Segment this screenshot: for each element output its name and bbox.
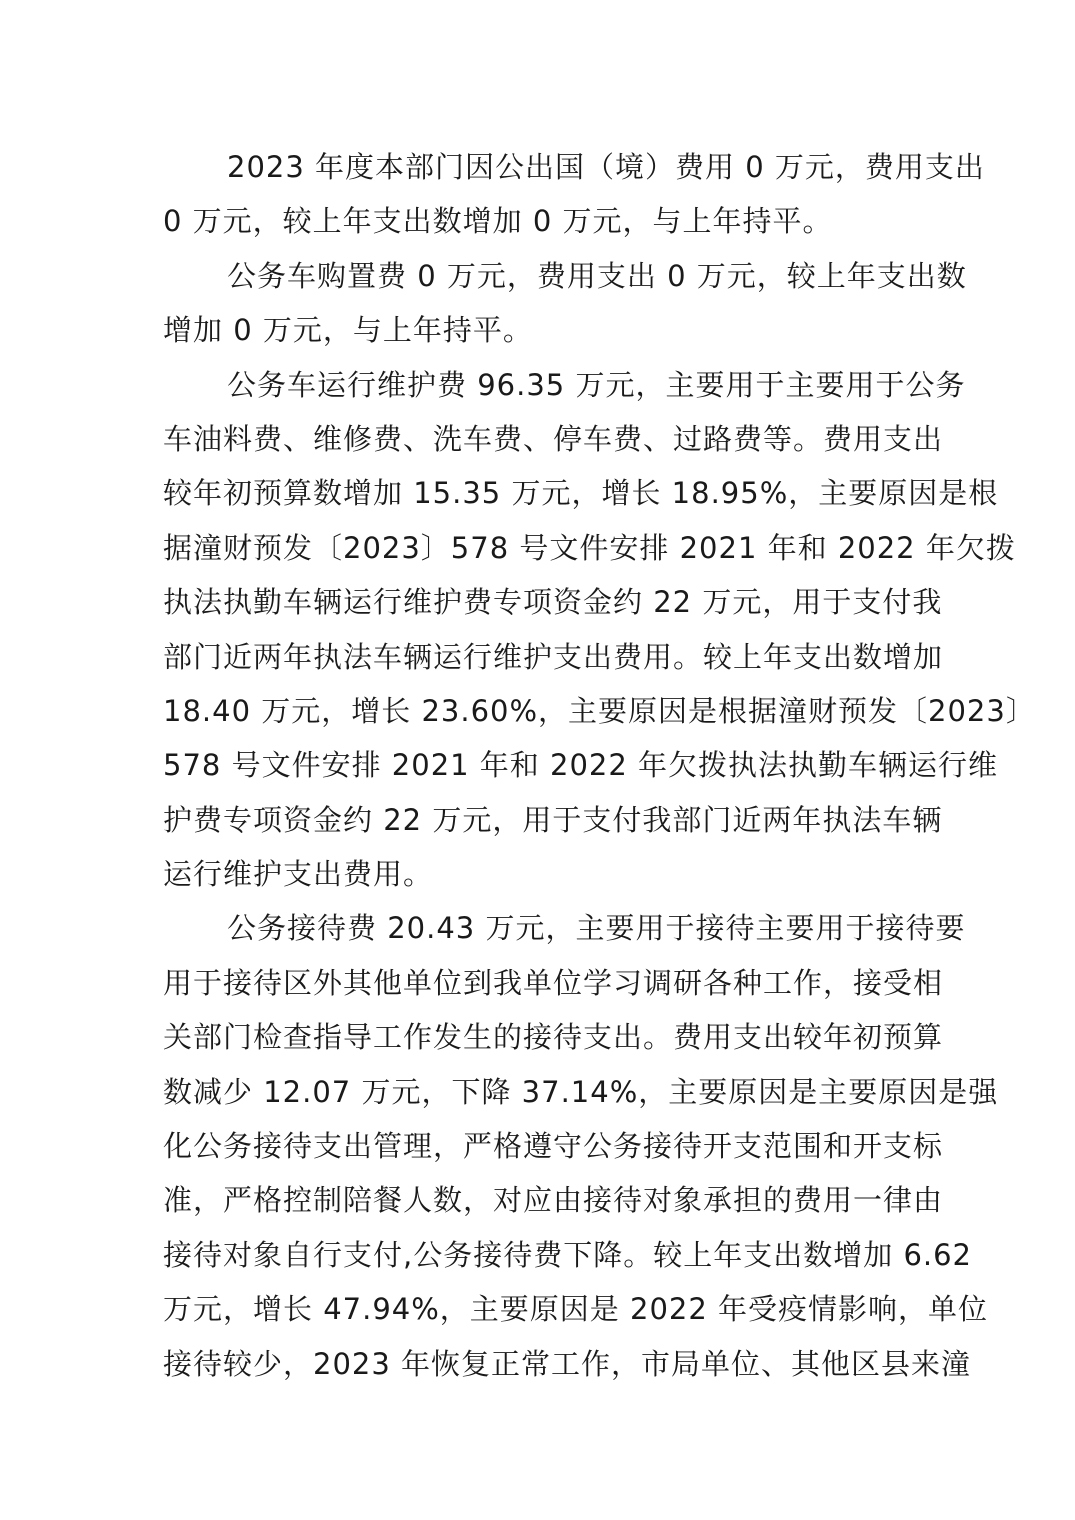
text-line: 18.40 万元，增长 23.60%，主要原因是根据潼财预发〔2023〕 [163, 693, 1036, 728]
text-line: 接待对象自行支付,公务接待费下降。较上年支出数增加 6.62 [163, 1237, 973, 1272]
paragraph-vehicle-purchase [163, 249, 967, 358]
text-line: 接待较少，2023 年恢复正常工作，市局单位、其他区县来潼 [163, 1346, 972, 1381]
paragraph-vehicle-maintenance [163, 358, 1036, 902]
paragraph-reception [163, 901, 999, 1391]
text-line: 部门近两年执法车辆运行维护支出费用。较上年支出数增加 [163, 639, 944, 674]
paragraph-overseas-travel [163, 140, 985, 249]
text-line: 护费专项资金约 22 万元，用于支付我部门近两年执法车辆 [163, 802, 943, 837]
text-line: 运行维护支出费用。 [163, 857, 434, 892]
text-line: 公务车购置费 0 万元，费用支出 0 万元，较上年支出数 [227, 258, 967, 293]
text-line: 准，严格控制陪餐人数，对应由接待对象承担的费用一律由 [163, 1183, 944, 1218]
text-line: 用于接待区外其他单位到我单位学习调研各种工作，接受相 [163, 965, 944, 1000]
text-line: 车油料费、维修费、洗车费、停车费、过路费等。费用支出 [163, 421, 944, 456]
text-line: 2023 年度本部门因公出国（境）费用 0 万元，费用支出 [227, 150, 985, 184]
text-line: 公务车运行维护费 96.35 万元，主要用于主要用于公务 [227, 367, 966, 402]
text-line: 578 号文件安排 2021 年和 2022 年欠拨执法执勤车辆运行维 [163, 748, 999, 783]
text-line: 化公务接待支出管理，严格遵守公务接待开支范围和开支标 [163, 1129, 944, 1164]
body-text [163, 140, 1036, 1391]
text-line: 据潼财预发〔2023〕578 号文件安排 2021 年和 2022 年欠拨 [163, 530, 1016, 565]
text-line: 关部门检查指导工作发生的接待支出。费用支出较年初预算 [163, 1020, 944, 1055]
text-line: 较年初预算数增加 15.35 万元，增长 18.95%，主要原因是根 [163, 476, 999, 511]
text-line: 执法执勤车辆运行维护费专项资金约 22 万元，用于支付我 [163, 585, 943, 620]
text-line: 万元，增长 47.94%，主要原因是 2022 年受疫情影响，单位 [163, 1292, 989, 1327]
text-line: 0 万元，较上年支出数增加 0 万元，与上年持平。 [163, 204, 833, 239]
text-line: 数减少 12.07 万元，下降 37.14%，主要原因是主要原因是强 [163, 1074, 999, 1109]
text-line: 公务接待费 20.43 万元，主要用于接待主要用于接待要 [227, 911, 966, 946]
text-line: 增加 0 万元，与上年持平。 [163, 313, 533, 348]
